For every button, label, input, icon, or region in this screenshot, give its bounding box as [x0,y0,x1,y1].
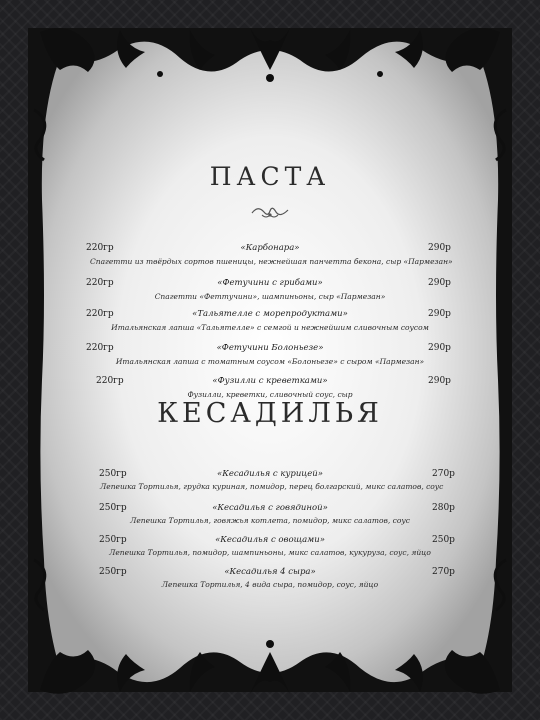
item-description: Итальянская лапша с томатным соусом «Болоньезе» с сыром «Пармезан» [115,357,425,366]
item-description: Спагетти из твёрдых сортов пшеницы, нежнейшая панчетта бекона, сыр «Пармезан» [90,257,453,266]
item-name: «Фетучини с грибами» [217,278,323,288]
item-description: Лепешка Тортилья, помидор, шампиньоны, микс салатов, кукуруза, соус, яйцо [109,548,431,557]
item-description: Итальянская лапша «Тальятелле» с семгой и нежнейшим сливочным соусом [111,323,429,332]
item-price: 270р [432,567,455,577]
flourish-divider-icon [248,203,292,221]
item-description: Лепешка Тортилья, грудка куриная, помидор, перец болгарский, микс салатов, соус [100,482,444,491]
item-name: «Тальятелле с морепродуктами» [192,309,348,319]
item-name: «Кесадилья 4 сыра» [224,567,316,577]
item-price: 250р [432,535,455,545]
item-price: 280р [432,503,455,513]
item-price: 290р [428,309,451,319]
item-weight: 220гр [86,278,114,288]
item-name: «Кесадилья с овощами» [215,535,325,545]
item-price: 270р [432,469,455,479]
item-name: «Фетучини Болоньезе» [216,343,324,353]
item-price: 290р [428,343,451,353]
item-weight: 250гр [99,469,127,479]
item-name: «Кесадилья с говядиной» [212,503,328,513]
section-title-pasta: ПАСТА [209,162,331,191]
item-weight: 220гр [86,309,114,319]
item-name: «Кесадилья с курицей» [217,469,323,479]
item-weight: 220гр [86,343,114,353]
item-name: «Карбонара» [240,243,300,253]
item-description: Лепешка Тортилья, 4 вида сыра, помидор, соус, яйцо [161,580,379,589]
item-weight: 250гр [99,503,127,513]
item-price: 290р [428,278,451,288]
item-description: Спагетти «Феттучини», шампиньоны, сыр «Пармезан» [154,292,386,301]
item-weight: 250гр [99,567,127,577]
item-weight: 250гр [99,535,127,545]
item-price: 290р [428,243,451,253]
item-name: «Фузилли с креветками» [212,376,328,386]
item-price: 290р [428,376,451,386]
item-description: Фузилли, креветки, сливочный соус, сыр [187,390,353,399]
item-description: Лепешка Тортилья, говяжья котлета, помидор, микс салатов, соус [130,516,410,525]
item-weight: 220гр [96,376,124,386]
section-title-quesadilla: КЕСАДИЛЬЯ [157,398,383,429]
item-weight: 220гр [86,243,114,253]
